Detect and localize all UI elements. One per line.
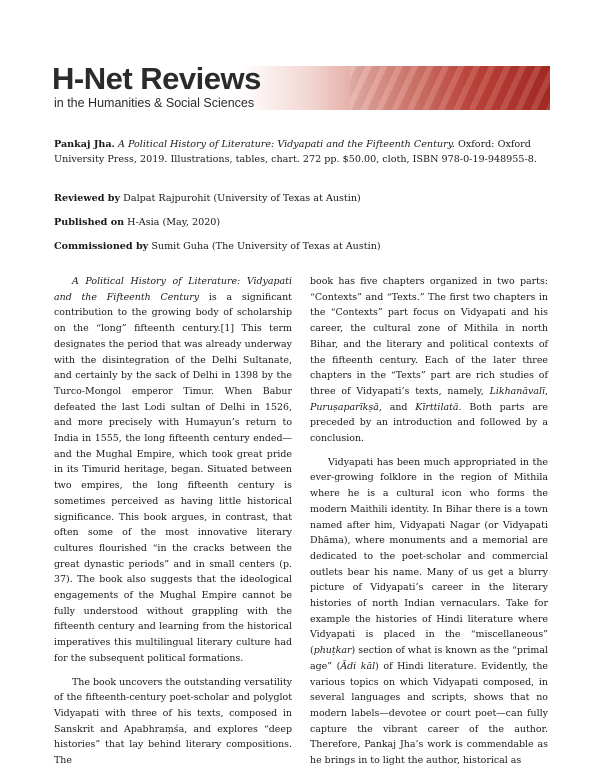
published-on	[54, 216, 550, 230]
body-paragraph: A Political History of Literature: Vidyapati and the Fifteenth Century is a significant contribution to the growing body of scholarship on the “long” fifteenth century.[1] This term designates the period that was already underway with the disintegration of the Delhi Sultanate, and certainly by the sack of Delhi in 1398 by the Turco-Mongol emperor Timur. When Babur defeated the last Lodi sultan of Delhi in 1526, and more precisely with Humayun’s return to India in 1555, the long fifteenth century ended—and the Mughal Empire, which took great pride in its Timurid heritage, began. Situated between two empires, the long fifteenth century is sometimes perceived as having little historical significance. This book argues, in contrast, that often some of the most innovative literary cultures flourished “in the cracks between the great dynastic periods” and in small centers (p. 37). The book also suggests that the ideological engagements of the Mughal Empire cannot be fully understood without grappling with the fifteenth century and learning from the historical imperatives this multilingual literary culture had for the subsequent political formations.	[54, 276, 292, 664]
citation-book-title: A Political History of Literature: Vidyapati and the Fifteenth Century.	[117, 139, 455, 150]
citation-details: Oxford: Oxford University Press, 2019. Illustrations, tables, chart. 272 pp. $50.00, cloth, ISBN 978-0-19-948955-8.	[54, 139, 537, 165]
body-column-right	[310, 274, 548, 777]
body-paragraph: Vidyapati has been much appropriated in the ever-growing folklore in the region of Mithila where he is a cultural icon who forms the modern Maithili identity. In Bihar there is a town named after him, Vidyapati Nagar (or Vidyapati Dhāma), where monuments and a memorial are dedicated to the poet-scholar and commercial outlets bear his name. Many of us get a blurry picture of Vidyapati’s career in the literary histories of north Indian vernaculars. Take for example the histories of Hindi literature where Vidyapati is placed in the “miscellaneous” (phuṭkar) section of what is known as the “primal age” (Ādi kāl) of Hindi literature. Evidently, the various topics on which Vidyapati composed, in several languages and scripts, shows that no modern labels—devotee or court poet—can fully capture the vibrant career of the author. Therefore, Pankaj Jha’s work is commendable as he brings in to light the author, historical as	[310, 456, 548, 767]
reviewed-by-value: Dalpat Rajpurohit (University of Texas at Austin)	[123, 193, 361, 204]
commissioned-by-value: Sumit Guha (The University of Texas at Austin)	[151, 241, 381, 252]
reviewed-by-label: Reviewed by	[54, 193, 121, 204]
commissioned-by-label: Commissioned by	[54, 241, 149, 252]
published-on-value: H-Asia (May, 2020)	[127, 217, 221, 228]
citation-author: Pankaj Jha.	[54, 139, 115, 150]
body-paragraph: The book uncovers the outstanding versatility of the fifteenth-century poet-scholar and polyglot Vidyapati with three of his texts, composed in Sanskrit and Apabhraṃśa, and explores “deep histories” that lay behind literary compositions. The	[54, 676, 292, 767]
body-paragraph: book has five chapters organized in two parts: “Contexts” and “Texts.” The first two chapters in the “Contexts” part focus on Vidyapati and his career, the cultural zone of Mithila in north Bihar, and the literary and political contexts of the fifteenth century. Each of the later three chapters in the “Texts” part are rich studies of three of Vidyapati’s texts, namely, Likhanāvalī, Puruṣaparīkṣā, and Kīrttilatā. Both parts are preceded by an introduction and followed by a conclusion.	[310, 276, 548, 445]
site-logo-title: H-Net Reviews	[52, 61, 261, 96]
site-logo-subtitle: in the Humanities & Social Sciences	[54, 96, 255, 110]
published-on-label: Published on	[54, 217, 125, 228]
reviewed-by	[54, 192, 550, 206]
body-column-left	[54, 274, 292, 777]
book-citation	[54, 137, 550, 167]
book-title-inline: A Political History of Literature: Vidyapati and the Fifteenth Century	[54, 276, 292, 303]
commissioned-by	[54, 240, 550, 254]
